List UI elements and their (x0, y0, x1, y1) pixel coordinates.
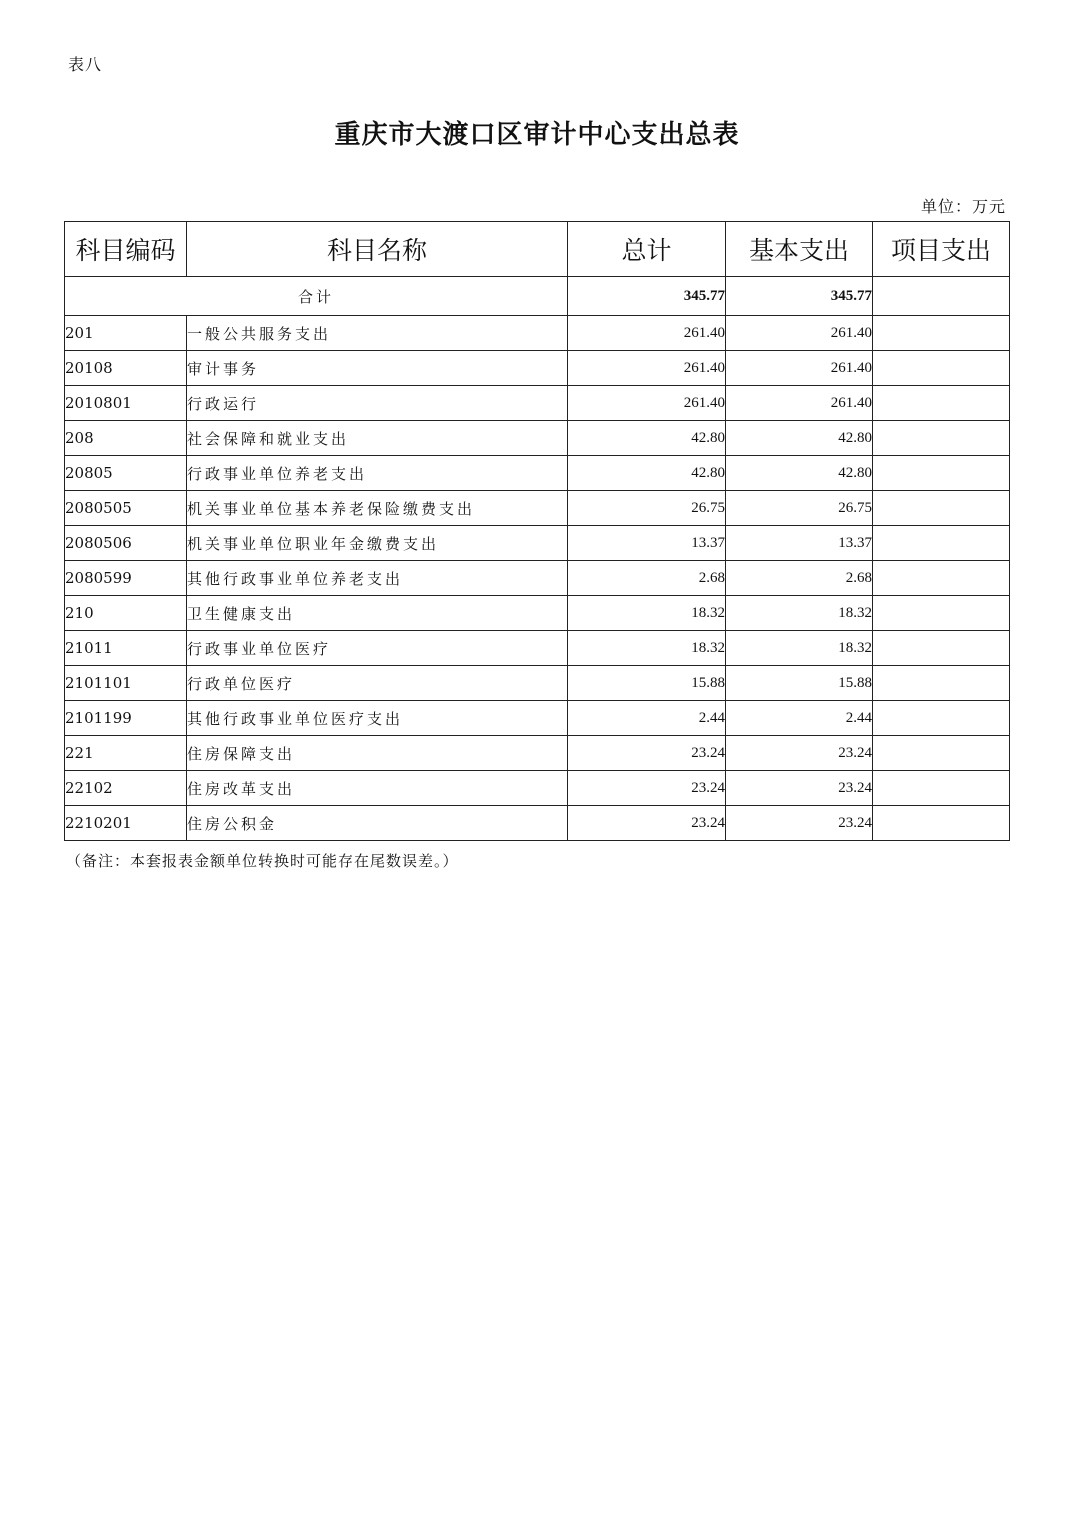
header-project: 项目支出 (873, 222, 1010, 277)
cell-basic: 2.68 (726, 561, 873, 596)
table-row (65, 736, 1010, 771)
table-row (65, 666, 1010, 701)
total-project (873, 277, 1010, 316)
cell-name: 行政事业单位养老支出 (187, 456, 568, 491)
cell-code: 2101199 (65, 701, 187, 736)
unit-label: 单位：万元 (920, 197, 1006, 216)
cell-code: 210 (65, 596, 187, 631)
cell-code: 22102 (65, 771, 187, 806)
cell-basic: 42.80 (726, 421, 873, 456)
cell-project (873, 561, 1010, 596)
cell-name: 审计事务 (187, 351, 568, 386)
table-row (65, 456, 1010, 491)
cell-project (873, 596, 1010, 631)
header-total: 总计 (568, 222, 726, 277)
cell-code: 21011 (65, 631, 187, 666)
cell-total: 42.80 (568, 421, 726, 456)
cell-total: 15.88 (568, 666, 726, 701)
cell-code: 2210201 (65, 806, 187, 841)
header-name: 科目名称 (187, 222, 568, 277)
cell-code: 208 (65, 421, 187, 456)
cell-basic: 26.75 (726, 491, 873, 526)
header-basic: 基本支出 (726, 222, 873, 277)
total-basic: 345.77 (726, 277, 873, 316)
cell-basic: 261.40 (726, 351, 873, 386)
cell-code: 201 (65, 316, 187, 351)
cell-basic: 261.40 (726, 386, 873, 421)
cell-name: 机关事业单位基本养老保险缴费支出 (187, 491, 568, 526)
cell-total: 2.68 (568, 561, 726, 596)
cell-code: 2080505 (65, 491, 187, 526)
total-sum: 345.77 (568, 277, 726, 316)
cell-project (873, 631, 1010, 666)
cell-project (873, 491, 1010, 526)
cell-basic: 261.40 (726, 316, 873, 351)
cell-project (873, 456, 1010, 491)
table-row (65, 806, 1010, 841)
cell-basic: 18.32 (726, 631, 873, 666)
table-row (65, 561, 1010, 596)
cell-basic: 15.88 (726, 666, 873, 701)
cell-total: 23.24 (568, 806, 726, 841)
cell-code: 2101101 (65, 666, 187, 701)
cell-project (873, 666, 1010, 701)
cell-name: 卫生健康支出 (187, 596, 568, 631)
cell-total: 18.32 (568, 596, 726, 631)
cell-code: 2010801 (65, 386, 187, 421)
cell-name: 社会保障和就业支出 (187, 421, 568, 456)
cell-total: 261.40 (568, 316, 726, 351)
cell-total: 18.32 (568, 631, 726, 666)
table-row (65, 316, 1010, 351)
cell-total: 13.37 (568, 526, 726, 561)
cell-basic: 2.44 (726, 701, 873, 736)
cell-name: 住房保障支出 (187, 736, 568, 771)
cell-name: 行政运行 (187, 386, 568, 421)
cell-project (873, 316, 1010, 351)
cell-name: 其他行政事业单位医疗支出 (187, 701, 568, 736)
total-row (65, 277, 1010, 316)
cell-total: 23.24 (568, 736, 726, 771)
cell-code: 20108 (65, 351, 187, 386)
cell-basic: 23.24 (726, 771, 873, 806)
cell-basic: 23.24 (726, 736, 873, 771)
table-row (65, 351, 1010, 386)
cell-total: 26.75 (568, 491, 726, 526)
cell-name: 行政事业单位医疗 (187, 631, 568, 666)
footnote: （备注：本套报表金额单位转换时可能存在尾数误差。） (66, 852, 459, 870)
cell-basic: 13.37 (726, 526, 873, 561)
table-row (65, 701, 1010, 736)
cell-name: 行政单位医疗 (187, 666, 568, 701)
table-number: 表八 (68, 55, 103, 74)
table-row (65, 771, 1010, 806)
page-title: 重庆市大渡口区审计中心支出总表 (334, 120, 740, 150)
cell-project (873, 701, 1010, 736)
cell-code: 20805 (65, 456, 187, 491)
cell-basic: 42.80 (726, 456, 873, 491)
cell-project (873, 771, 1010, 806)
cell-total: 261.40 (568, 351, 726, 386)
cell-project (873, 526, 1010, 561)
cell-project (873, 351, 1010, 386)
cell-basic: 18.32 (726, 596, 873, 631)
cell-total: 2.44 (568, 701, 726, 736)
cell-name: 机关事业单位职业年金缴费支出 (187, 526, 568, 561)
table-row (65, 421, 1010, 456)
cell-code: 221 (65, 736, 187, 771)
cell-code: 2080599 (65, 561, 187, 596)
cell-total: 42.80 (568, 456, 726, 491)
cell-project (873, 421, 1010, 456)
expenditure-table (64, 221, 1010, 841)
table-row (65, 596, 1010, 631)
total-label: 合计 (65, 277, 568, 316)
cell-name: 其他行政事业单位养老支出 (187, 561, 568, 596)
table-row (65, 491, 1010, 526)
table-row (65, 386, 1010, 421)
cell-basic: 23.24 (726, 806, 873, 841)
header-row (65, 222, 1010, 277)
cell-project (873, 806, 1010, 841)
header-code: 科目编码 (65, 222, 187, 277)
cell-name: 住房公积金 (187, 806, 568, 841)
cell-project (873, 386, 1010, 421)
cell-project (873, 736, 1010, 771)
cell-name: 一般公共服务支出 (187, 316, 568, 351)
table-row (65, 631, 1010, 666)
table-row (65, 526, 1010, 561)
cell-name: 住房改革支出 (187, 771, 568, 806)
cell-code: 2080506 (65, 526, 187, 561)
cell-total: 23.24 (568, 771, 726, 806)
cell-total: 261.40 (568, 386, 726, 421)
